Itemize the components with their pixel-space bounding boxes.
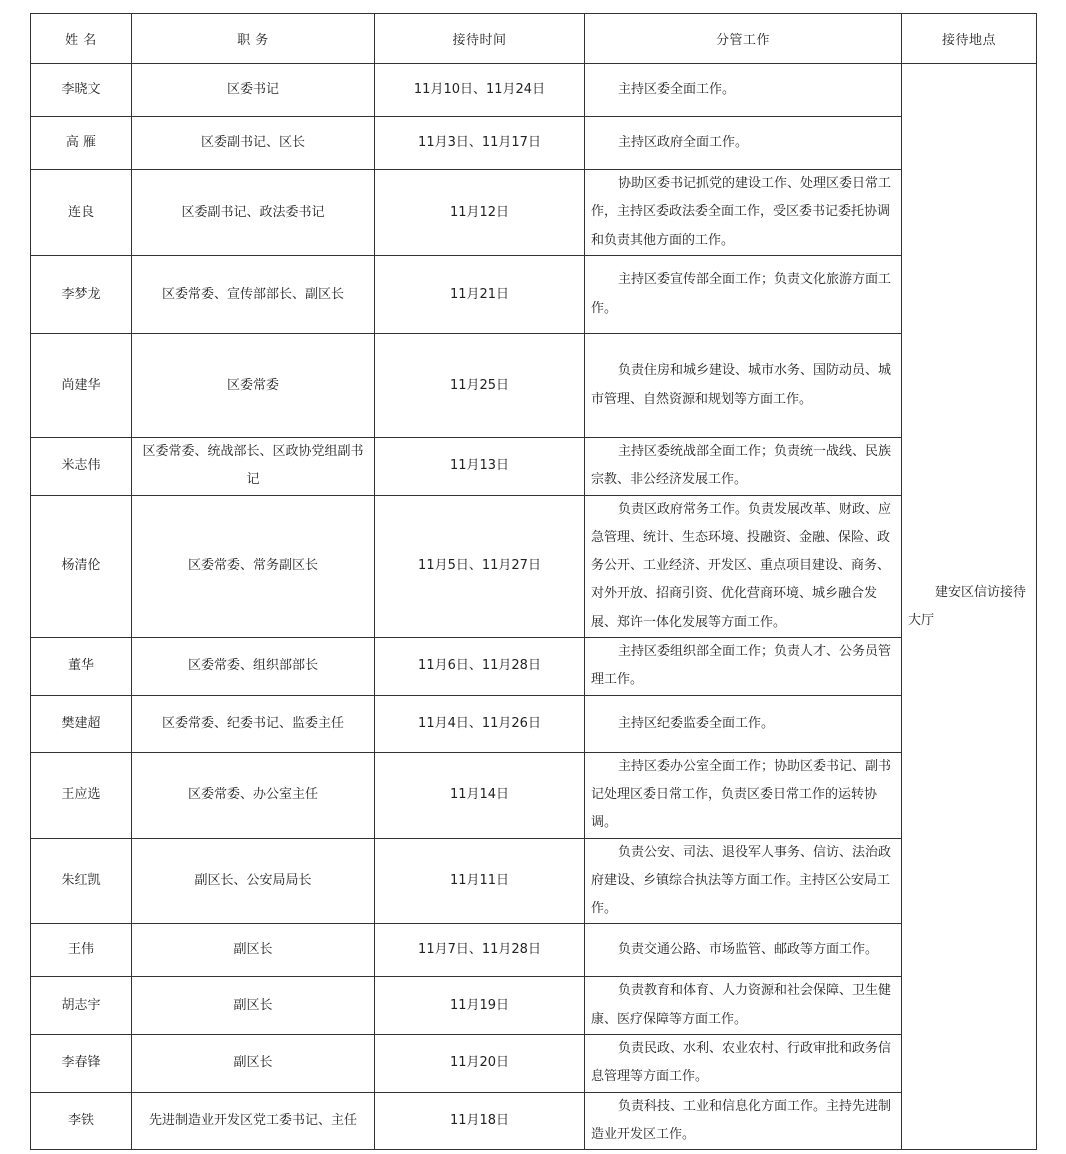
duties-text: 主持区委全面工作。 (618, 81, 736, 97)
cell-duties (585, 256, 902, 334)
cell-position: 副区长 (132, 1035, 375, 1093)
cell-time: 11月19日 (375, 977, 585, 1035)
duties-text: 主持区委办公室全面工作；协助区委书记、副书记处理区委日常工作，负责区委日常工作的运转协调。 (591, 758, 892, 831)
cell-name: 杨清伦 (31, 495, 132, 637)
cell-position: 区委常委、宣传部部长、副区长 (132, 256, 375, 334)
cell-duties (585, 638, 902, 696)
duties-text: 负责住房和城乡建设、城市水务、国防动员、城市管理、自然资源和规划等方面工作。 (591, 363, 892, 407)
cell-name: 连良 (31, 170, 132, 256)
cell-name: 董华 (31, 638, 132, 696)
duties-text: 负责区政府常务工作。负责发展改革、财政、应急管理、统计、生态环境、投融资、金融、保险、政务公开、工业经济、开发区、重点项目建设、商务、对外开放、招商引资、优化营商环境、城乡融合发展、郑许一体化发展等方面工作。 (591, 501, 892, 630)
table-row (31, 695, 1037, 752)
table-row (31, 838, 1037, 924)
cell-position: 区委常委、纪委书记、监委主任 (132, 695, 375, 752)
cell-position: 副区长 (132, 924, 375, 977)
cell-position: 先进制造业开发区党工委书记、主任 (132, 1092, 375, 1150)
cell-time: 11月5日、11月27日 (375, 495, 585, 637)
cell-time: 11月14日 (375, 752, 585, 838)
duties-text: 负责公安、司法、退役军人事务、信访、法治政府建设、乡镇综合执法等方面工作。主持区公安局工作。 (591, 844, 892, 917)
cell-name: 李铁 (31, 1092, 132, 1150)
header-position: 职 务 (132, 14, 375, 64)
cell-name: 李春锋 (31, 1035, 132, 1093)
reception-schedule-table (30, 13, 1037, 1150)
table-row (31, 438, 1037, 496)
cell-duties (585, 438, 902, 496)
cell-duties (585, 695, 902, 752)
cell-time: 11月18日 (375, 1092, 585, 1150)
cell-name: 王应选 (31, 752, 132, 838)
header-duties: 分管工作 (585, 14, 902, 64)
cell-position: 区委副书记、区长 (132, 117, 375, 170)
header-name: 姓 名 (31, 14, 132, 64)
cell-position: 副区长 (132, 977, 375, 1035)
cell-name: 胡志宇 (31, 977, 132, 1035)
location-text: 建安区信访接待大厅 (908, 584, 1027, 628)
duties-text: 主持区委宣传部全面工作；负责文化旅游方面工作。 (591, 272, 892, 316)
cell-time: 11月12日 (375, 170, 585, 256)
table-row (31, 495, 1037, 637)
cell-position: 区委常委、办公室主任 (132, 752, 375, 838)
cell-duties (585, 838, 902, 924)
duties-text: 主持区纪委监委全面工作。 (618, 715, 775, 731)
header-time: 接待时间 (375, 14, 585, 64)
cell-name: 樊建超 (31, 695, 132, 752)
cell-position: 区委副书记、政法委书记 (132, 170, 375, 256)
cell-time: 11月20日 (375, 1035, 585, 1093)
cell-time: 11月3日、11月17日 (375, 117, 585, 170)
cell-duties (585, 924, 902, 977)
cell-duties (585, 334, 902, 438)
cell-name: 米志伟 (31, 438, 132, 496)
duties-text: 协助区委书记抓党的建设工作、处理区委日常工作，主持区委政法委全面工作，受区委书记委托协调和负责其他方面的工作。 (591, 176, 892, 248)
cell-name: 高 雁 (31, 117, 132, 170)
cell-time: 11月4日、11月26日 (375, 695, 585, 752)
cell-position: 区委书记 (132, 64, 375, 117)
cell-name: 朱红凯 (31, 838, 132, 924)
cell-duties (585, 117, 902, 170)
cell-time: 11月25日 (375, 334, 585, 438)
cell-duties (585, 1035, 902, 1093)
cell-name: 李梦龙 (31, 256, 132, 334)
cell-position: 区委常委、组织部部长 (132, 638, 375, 696)
table-row (31, 256, 1037, 334)
cell-time: 11月7日、11月28日 (375, 924, 585, 977)
table-row (31, 334, 1037, 438)
cell-name: 尚建华 (31, 334, 132, 438)
table-row (31, 977, 1037, 1035)
cell-position: 副区长、公安局局长 (132, 838, 375, 924)
cell-position: 区委常委、常务副区长 (132, 495, 375, 637)
table-row (31, 752, 1037, 838)
duties-text: 主持区政府全面工作。 (618, 134, 749, 150)
cell-duties (585, 64, 902, 117)
duties-text: 主持区委统战部全面工作；负责统一战线、民族宗教、非公经济发展工作。 (591, 444, 892, 488)
duties-text: 负责民政、水利、农业农村、行政审批和政务信息管理等方面工作。 (591, 1041, 892, 1085)
duties-text: 负责交通公路、市场监管、邮政等方面工作。 (618, 942, 879, 958)
cell-position: 区委常委、统战部长、区政协党组副书记 (132, 438, 375, 496)
cell-time: 11月10日、11月24日 (375, 64, 585, 117)
cell-duties (585, 170, 902, 256)
cell-position: 区委常委 (132, 334, 375, 438)
cell-duties (585, 752, 902, 838)
header-row (31, 14, 1037, 64)
header-location: 接待地点 (902, 14, 1037, 64)
cell-duties (585, 977, 902, 1035)
duties-text: 负责教育和体育、人力资源和社会保障、卫生健康、医疗保障等方面工作。 (591, 983, 892, 1027)
cell-name: 王伟 (31, 924, 132, 977)
table-row (31, 117, 1037, 170)
cell-time: 11月13日 (375, 438, 585, 496)
cell-name: 李晓文 (31, 64, 132, 117)
table-row (31, 1092, 1037, 1150)
table-row (31, 924, 1037, 977)
table-row (31, 638, 1037, 696)
table-row (31, 64, 1037, 117)
duties-text: 负责科技、工业和信息化方面工作。主持先进制造业开发区工作。 (591, 1098, 892, 1142)
duties-text: 主持区委组织部全面工作；负责人才、公务员管理工作。 (591, 644, 892, 688)
table-row (31, 1035, 1037, 1093)
cell-time: 11月6日、11月28日 (375, 638, 585, 696)
table-row (31, 170, 1037, 256)
cell-duties (585, 1092, 902, 1150)
cell-location (902, 64, 1037, 1150)
cell-time: 11月21日 (375, 256, 585, 334)
cell-duties (585, 495, 902, 637)
cell-time: 11月11日 (375, 838, 585, 924)
